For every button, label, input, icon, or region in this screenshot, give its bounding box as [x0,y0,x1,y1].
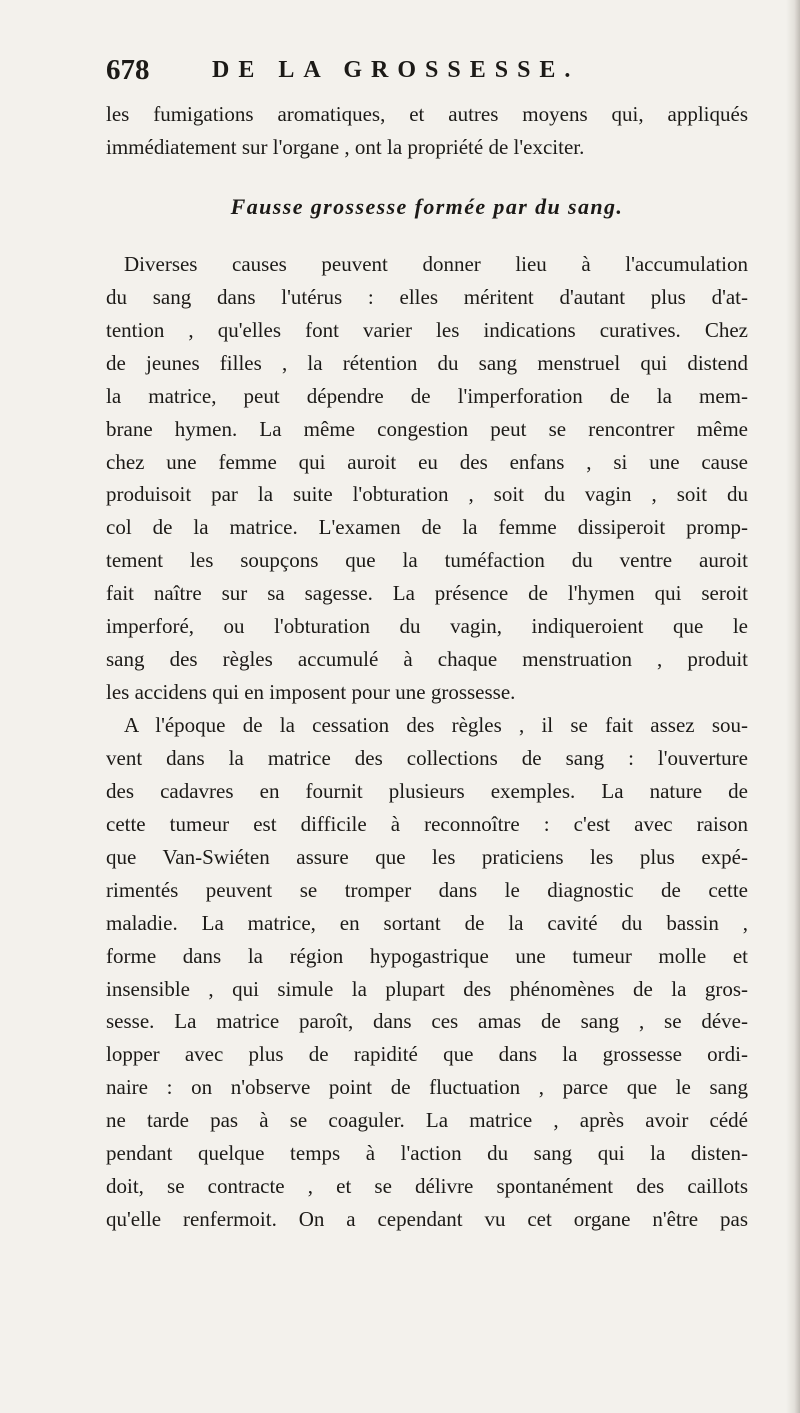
text-line: insensible , qui simule la plupart des phénomènes de la gros- [106,976,748,1001]
text-line: du sang dans l'utérus : elles méritent d'autant plus d'at- [106,284,748,309]
text-line: imperforé, ou l'obturation du vagin, indiqueroient que le [106,614,748,639]
running-head: DE LA GROSSESSE. [212,57,580,83]
text-line: cette tumeur est difficile à reconnoître : c'est avec raison [106,811,748,836]
page-header [106,52,746,88]
text-line: tention , qu'elles font varier les indications curatives. Chez [106,317,748,342]
section-title: Fausse grossesse formée par du sang. [230,193,624,219]
text-line: de jeunes filles , la rétention du sang menstruel qui distend [106,350,748,375]
text-line: col de la matrice. L'examen de la femme dissiperoit promp- [106,515,748,540]
text-line: ne tarde pas à se coaguler. La matrice , après avoir cédé [106,1108,748,1133]
text-line: qu'elle renfermoit. On a cependant vu cet organe n'être pas [106,1207,748,1232]
text-line: chez une femme qui auroit eu des enfans , si une cause [106,449,748,474]
text-line: fait naître sur sa sagesse. La présence de l'hymen qui seroit [106,581,748,606]
text-line: sang des règles accumulé à chaque menstruation , produit [106,647,748,672]
text-line: doit, se contracte , et se délivre spontanément des caillots [106,1174,748,1199]
text-line: brane hymen. La même congestion peut se rencontrer même [106,416,748,441]
page-number: 678 [106,54,150,86]
text-line: pendant quelque temps à l'action du sang qui la disten- [106,1141,748,1166]
text-line: les accidens qui en imposent pour une grossesse. [106,680,516,705]
text-line: Diverses causes peuvent donner lieu à l'accumulation [124,251,748,276]
text-line: tement les soupçons que la tuméfaction du ventre auroit [106,548,748,573]
text-line: rimentés peuvent se tromper dans le diagnostic de cette [106,877,748,902]
paragraph-1 [106,248,748,709]
text-line: sesse. La matrice paroît, dans ces amas de sang , se déve- [106,1009,748,1034]
text-line: les fumigations aromatiques, et autres moyens qui, appliqués [106,102,748,126]
text-line: produisoit par la suite l'obturation , soit du vagin , soit du [106,482,748,507]
text-line: vent dans la matrice des collections de sang : l'ouverture [106,745,748,770]
text-line: que Van-Swiéten assure que les praticiens les plus expé- [106,844,748,869]
text-line: maladie. La matrice, en sortant de la cavité du bassin , [106,910,748,935]
text-line: naire : on n'observe point de fluctuation , parce que le sang [106,1075,748,1100]
text-line: forme dans la région hypogastrique une tumeur molle et [106,943,748,968]
page-edge-shadow [786,0,800,1413]
text-line: lopper avec plus de rapidité que dans la grossesse ordi- [106,1042,748,1067]
text-line: des cadavres en fournit plusieurs exemples. La nature de [106,778,748,803]
text-line: immédiatement sur l'organe , ont la propriété de l'exciter. [106,134,585,159]
paragraph-2 [106,709,748,1236]
text-line: A l'époque de la cessation des règles , il se fait assez sou- [124,713,748,737]
body-text [106,98,748,1236]
text-line: la matrice, peut dépendre de l'imperforation de la mem- [106,383,748,408]
